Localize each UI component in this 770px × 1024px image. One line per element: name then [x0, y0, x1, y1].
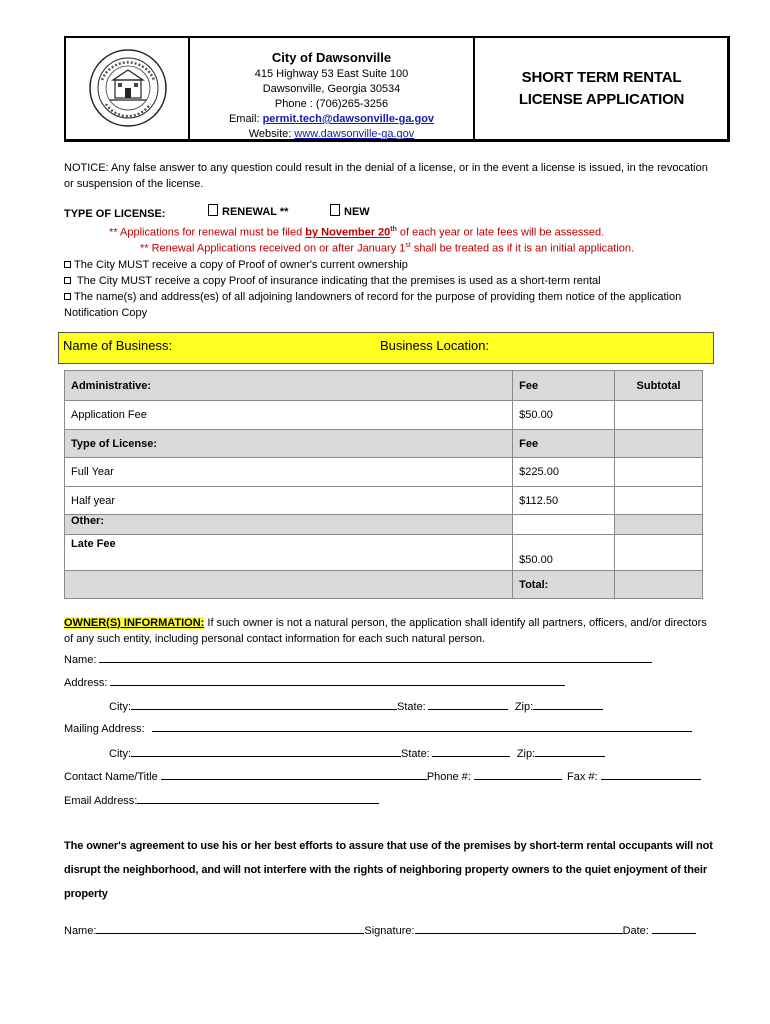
total-row-spacer: [65, 571, 513, 599]
license-type-header: Type of License:: [65, 430, 513, 458]
city-seal-icon: [88, 48, 168, 128]
email-line: [190, 112, 473, 127]
requirement-checkbox[interactable]: [64, 277, 71, 284]
application-fee-label: Application Fee: [65, 401, 513, 430]
agreement-text: The owner's agreement to use his or her best efforts to assure that use of the premises by short-term rental occupants will not disrupt the neighborhood, and will not interfere with the rights of neighboring property owners to the quiet enjoyment of their property: [64, 840, 713, 900]
new-label: NEW: [344, 206, 370, 218]
signer-name-field[interactable]: [96, 923, 364, 934]
subtotal-header: Subtotal: [615, 371, 703, 401]
half-year-label: Half year: [65, 487, 513, 515]
seal-cell: [66, 38, 190, 139]
email-field[interactable]: [137, 793, 379, 804]
half-year-subtotal[interactable]: [615, 487, 703, 515]
contact-field[interactable]: [161, 769, 427, 780]
owner-state-field[interactable]: [428, 699, 508, 710]
owner-zip-label: Zip:: [514, 701, 534, 713]
requirement-checkbox[interactable]: [64, 293, 71, 300]
form-title-cell: [475, 38, 728, 139]
table-row: [65, 430, 703, 458]
email-row: [64, 793, 379, 808]
email-link[interactable]: permit.tech@dawsonville-ga.gov: [262, 113, 435, 125]
phone-line: Phone : (706)265-3256: [274, 98, 389, 110]
renewal-option[interactable]: [208, 204, 288, 220]
requirement-item: [64, 257, 714, 273]
owner-address-field[interactable]: [110, 675, 565, 686]
website-link[interactable]: www.dawsonville-ga.gov: [294, 128, 415, 140]
fax-label: Fax #:: [566, 771, 598, 783]
requirement-text: The City MUST receive a copy of Proof of owner's current ownership: [74, 259, 408, 271]
signature-label: Signature:: [364, 925, 415, 937]
fee-table: [64, 370, 703, 599]
contact-label: Contact Name/Title: [64, 771, 158, 783]
notice-text: NOTICE: Any false answer to any question could result in the denial of a license, or in the event a license is issued, in the revocation or suspension of the license.: [64, 162, 708, 190]
owner-name-row: [64, 652, 652, 667]
late-fee-value: $50.00: [513, 535, 615, 571]
note2-part-b: shall be treated as if it is an initial application.: [410, 242, 635, 255]
fax-field[interactable]: [601, 769, 701, 780]
requirement-text: The name(s) and address(es) of all adjoining landowners of record for the purpose of providing them notice of the application Notification Copy: [64, 291, 682, 319]
new-checkbox[interactable]: [330, 204, 340, 216]
admin-header: Administrative:: [65, 371, 513, 401]
renewal-label: RENEWAL **: [222, 206, 289, 218]
new-option[interactable]: [330, 204, 370, 220]
license-fee-header: Fee: [513, 430, 615, 458]
table-row: [65, 515, 703, 535]
requirement-item: [64, 273, 714, 289]
mailing-city-field[interactable]: [131, 746, 401, 757]
late-fee-subtotal[interactable]: [615, 535, 703, 571]
table-row: [65, 571, 703, 599]
mailing-address-label: Mailing Address:: [64, 723, 145, 735]
phone-field[interactable]: [474, 769, 562, 780]
mailing-address-field[interactable]: [152, 721, 692, 732]
mailing-state-field[interactable]: [432, 746, 510, 757]
note1-deadline: by November 20: [305, 226, 391, 239]
email-label: Email:: [228, 113, 263, 125]
requirement-item: [64, 289, 714, 321]
address-line-1: 415 Highway 53 East Suite 100: [254, 68, 409, 80]
requirement-checkbox[interactable]: [64, 261, 71, 268]
total-label: Total:: [513, 571, 615, 599]
owner-address-label: Address:: [64, 677, 108, 689]
owner-city-label: City:: [109, 701, 131, 713]
date-field[interactable]: [652, 923, 696, 934]
owner-info-paragraph: [64, 615, 714, 647]
total-value[interactable]: [615, 571, 703, 599]
full-year-subtotal[interactable]: [615, 458, 703, 487]
table-row: [65, 458, 703, 487]
owner-name-label: Name:: [64, 654, 97, 666]
owner-info-text: If such owner is not a natural person, the application shall identify all partners, officers, and/or directors of any such entity, including personal contact information for each such natural person.: [64, 617, 707, 645]
city-name: City of Dawsonville: [271, 50, 392, 65]
note2-part-a: ** Renewal Applications received on or after January 1: [140, 242, 406, 255]
signature-row: [64, 923, 696, 938]
requirement-text: The City MUST receive a copy Proof of insurance indicating that the premises is used as a short-term rental: [74, 275, 601, 287]
mailing-zip-field[interactable]: [535, 746, 605, 757]
form-title-line-1: SHORT TERM RENTAL: [521, 68, 682, 86]
date-label: Date:: [622, 925, 649, 937]
contact-row: [64, 769, 701, 784]
owner-city-row: [109, 699, 603, 714]
letterhead-box: [64, 36, 730, 142]
note1-part-c: of each year or late fees will be assessed.: [396, 226, 605, 239]
other-fee-cell: [513, 515, 615, 535]
table-row: [65, 371, 703, 401]
note1-part-a: ** Applications for renewal must be filed: [109, 226, 306, 239]
license-subtotal-header: [615, 430, 703, 458]
form-title-line-2: LICENSE APPLICATION: [518, 90, 685, 108]
mailing-city-label: City:: [109, 748, 131, 760]
owner-address-row: [64, 675, 565, 690]
table-row: [65, 401, 703, 430]
half-year-value: $112.50: [513, 487, 615, 515]
other-subtotal-cell: [615, 515, 703, 535]
website-label: Website:: [248, 128, 295, 140]
application-fee-value: $50.00: [513, 401, 615, 430]
note1-superscript: th: [390, 226, 397, 233]
table-row: [65, 487, 703, 515]
renewal-january-note: [140, 238, 634, 257]
full-year-label: Full Year: [65, 458, 513, 487]
owner-zip-field[interactable]: [533, 699, 603, 710]
note2-superscript: st: [405, 242, 411, 249]
website-line: [190, 127, 473, 142]
phone-label: Phone #:: [426, 771, 471, 783]
business-info-bar: [58, 332, 714, 364]
renewal-checkbox[interactable]: [208, 204, 218, 216]
license-type-label: TYPE OF LICENSE:: [64, 208, 166, 220]
signer-name-label: Name:: [64, 925, 97, 937]
address-line-2: Dawsonville, Georgia 30534: [262, 83, 401, 95]
business-name-label: Name of Business:: [63, 338, 173, 353]
owner-info-heading: OWNER(S) INFORMATION:: [64, 617, 205, 629]
mailing-address-row: [64, 721, 692, 736]
mailing-zip-label: Zip:: [516, 748, 536, 760]
mailing-city-row: [109, 746, 605, 761]
owner-city-field[interactable]: [131, 699, 397, 710]
signature-field[interactable]: [415, 923, 623, 934]
business-location-label: Business Location:: [380, 338, 490, 353]
application-fee-subtotal[interactable]: [615, 401, 703, 430]
fee-header: Fee: [513, 371, 615, 401]
full-year-value: $225.00: [513, 458, 615, 487]
address-block: [190, 38, 475, 139]
late-fee-label: Late Fee: [65, 535, 513, 571]
owner-state-label: State:: [397, 701, 426, 713]
other-header: Other:: [65, 515, 513, 535]
mailing-state-label: State:: [401, 748, 430, 760]
email-label: Email Address:: [64, 795, 138, 807]
table-row: [65, 535, 703, 571]
owner-name-field[interactable]: [99, 652, 652, 663]
requirements-list: [64, 257, 714, 321]
